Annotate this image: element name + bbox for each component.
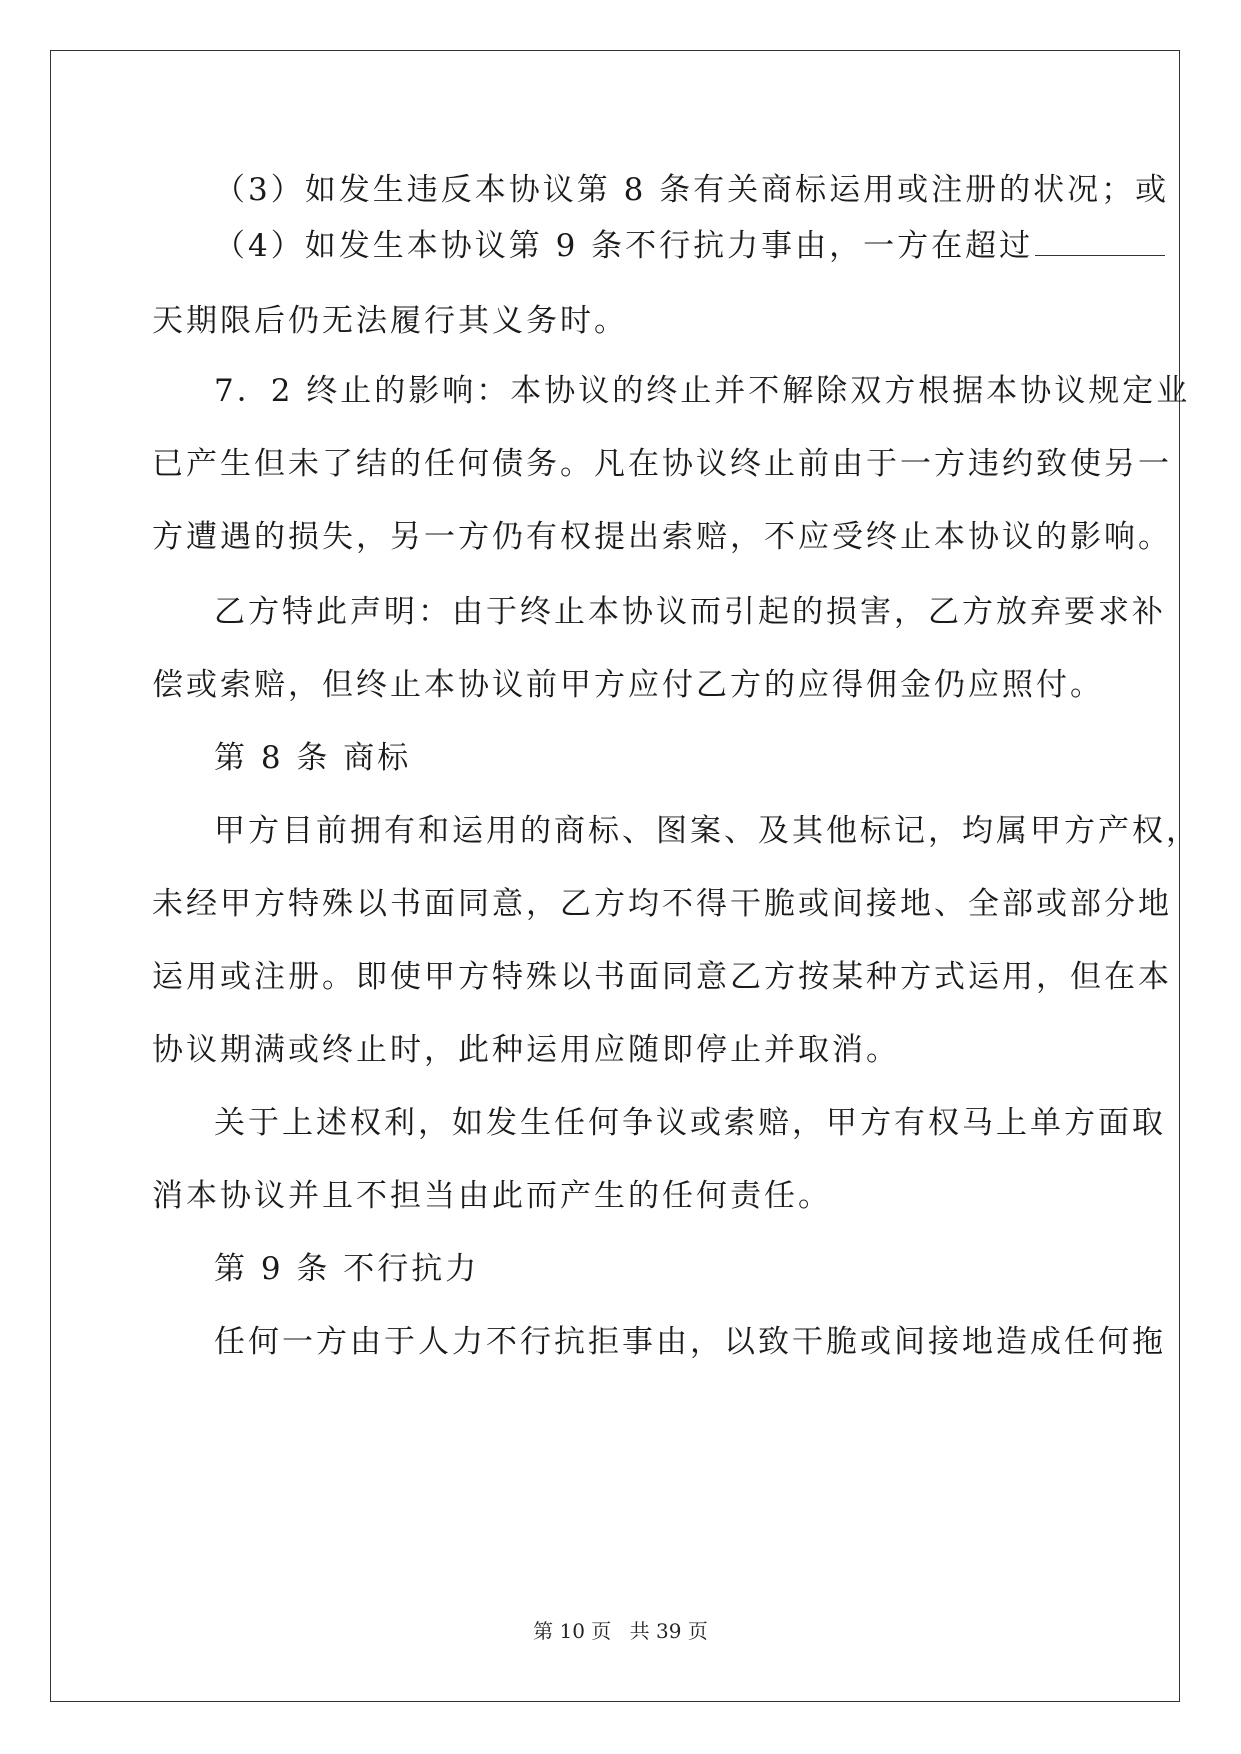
article-8-para-1-line-3: 运用或注册。即使甲方特殊以书面同意乙方按某种方式运用，但在本 bbox=[152, 959, 1172, 995]
clause-7-1-4-continued: 天期限后仍无法履行其义务时。 bbox=[152, 303, 628, 339]
article-8-para-1-line-1: 甲方目前拥有和运用的商标、图案、及其他标记，均属甲方产权， bbox=[214, 813, 1200, 849]
page-number: 第 10 页 bbox=[533, 1619, 612, 1643]
clause-7-1-3: （3）如发生违反本协议第 8 条有关商标运用或注册的状况；或 bbox=[214, 172, 1170, 208]
page-footer bbox=[0, 1615, 1241, 1644]
article-9-para-1-line-1: 任何一方由于人力不行抗拒事由，以致干脆或间接地造成任何拖 bbox=[214, 1324, 1166, 1360]
declaration-line-1: 乙方特此声明：由于终止本协议而引起的损害，乙方放弃要求补 bbox=[214, 594, 1166, 630]
page-border bbox=[50, 50, 1180, 1702]
clause-7-2-line-3: 方遭遇的损失，另一方仍有权提出索赔，不应受终止本协议的影响。 bbox=[152, 519, 1172, 555]
page-total: 共 39 页 bbox=[629, 1619, 708, 1643]
declaration-line-2: 偿或索赔，但终止本协议前甲方应付乙方的应得佣金仍应照付。 bbox=[152, 667, 1104, 703]
fill-in-blank bbox=[1035, 227, 1165, 256]
clause-7-2-line-1: 7．2 终止的影响：本协议的终止并不解除双方根据本协议规定业 bbox=[214, 373, 1191, 409]
article-9-heading: 第 9 条 不行抗力 bbox=[214, 1251, 480, 1287]
clause-7-2-line-2: 已产生但未了结的任何债务。凡在协议终止前由于一方违约致使另一 bbox=[152, 446, 1172, 482]
article-8-heading: 第 8 条 商标 bbox=[214, 740, 412, 776]
article-8-para-2-line-2: 消本协议并且不担当由此而产生的任何责任。 bbox=[152, 1178, 832, 1214]
article-8-para-1-line-4: 协议期满或终止时，此种运用应随即停止并取消。 bbox=[152, 1032, 900, 1068]
clause-7-1-4-text: （4）如发生本协议第 9 条不行抗力事由，一方在超过 bbox=[214, 228, 1034, 264]
article-8-para-1-line-2: 未经甲方特殊以书面同意，乙方均不得干脆或间接地、全部或部分地 bbox=[152, 886, 1172, 922]
article-8-para-2-line-1: 关于上述权利，如发生任何争议或索赔，甲方有权马上单方面取 bbox=[214, 1105, 1166, 1141]
clause-7-1-4 bbox=[214, 226, 1165, 266]
